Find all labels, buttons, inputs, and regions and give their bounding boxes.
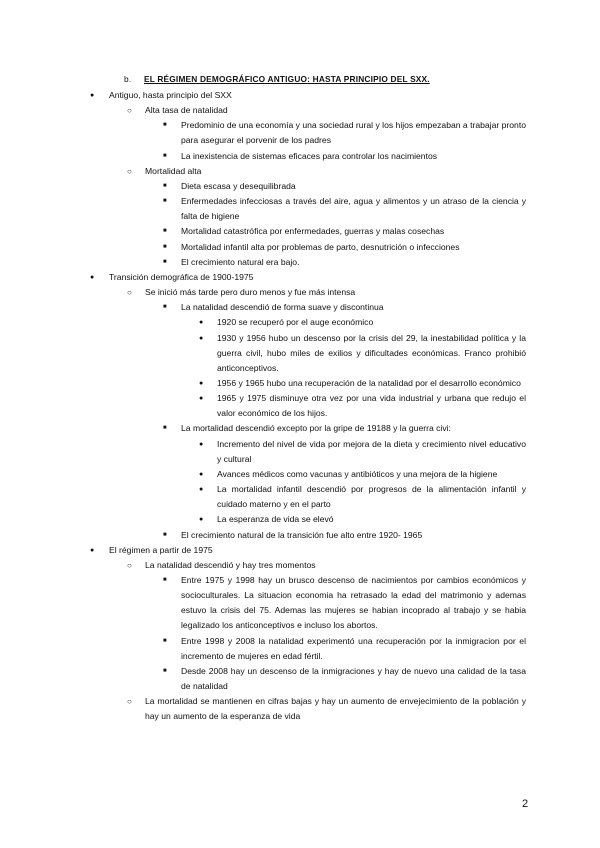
list-item-transicion-crecimiento xyxy=(163,528,526,543)
filled-circle-bullet-icon: ● xyxy=(90,273,95,281)
item-text: La mortalidad descendió excepto por la gripe de 19188 y la guerra civi: xyxy=(181,423,451,434)
item-text: Predominio de una economía y una sociedad rural y los hijos empezaban a trabajar pronto para asegurar el porvenir de los padres xyxy=(181,120,526,146)
list-item xyxy=(163,149,526,164)
list-item-transicion xyxy=(90,270,600,285)
list-item xyxy=(199,467,526,482)
list-item xyxy=(163,179,526,194)
item-text: Avances médicos como vacunas y antibióticos y una mejora de la higiene xyxy=(217,468,498,479)
item-text: Entre 1975 y 1998 hay un brusco descenso de nacimientos por cambios económicos y socioculturales. La situacion economia ha retrasado la edad del matrimonio y ademas estuvo la crisis del 75. Ademas las mujeres se habian incoprado al trabajo y se habia legalizado los anticonceptivos e incluso los abortos. xyxy=(181,575,526,631)
section-heading xyxy=(124,74,430,84)
list-item xyxy=(199,315,526,330)
item-text: La natalidad descendió y hay tres momentos xyxy=(145,559,316,570)
filled-circle-bullet-icon: ● xyxy=(90,92,95,99)
item-text: Enfermedades infecciosas a través del aire, agua y alimentos y un atraso de la ciencia y falta de higiene xyxy=(181,196,526,222)
list-item xyxy=(199,331,526,376)
item-text: Antiguo, hasta principio del SXX xyxy=(109,90,232,100)
item-text: 1920 se recuperó por el auge económico xyxy=(217,317,374,328)
filled-circle-bullet-icon: ● xyxy=(199,379,204,387)
item-text: Alta tasa de natalidad xyxy=(145,105,228,116)
item-text: 1956 y 1965 hubo una recuperación de la natalidad por el desarrollo económico xyxy=(217,377,521,388)
list-item xyxy=(199,376,526,391)
list-item xyxy=(199,512,526,527)
item-text: Desde 2008 hay un descenso de la inmigraciones y hay de nuevo una calidad de la tasa de natalidad xyxy=(181,665,526,692)
filled-circle-bullet-icon: ● xyxy=(199,395,204,403)
square-bullet-icon: ■ xyxy=(163,152,167,159)
item-text: 1965 y 1975 disminuye otra vez por una vida industrial y urbana que redujo el valor económico de los hijos. xyxy=(217,393,526,419)
square-bullet-icon: ■ xyxy=(163,122,167,129)
list-item xyxy=(199,482,526,512)
list-item xyxy=(163,255,526,270)
list-item-regimen-natalidad xyxy=(127,558,600,573)
heading-number: b. xyxy=(124,74,132,84)
filled-circle-bullet-icon: ● xyxy=(199,440,204,448)
item-text: Entre 1998 y 2008 la natalidad experimentó una recuperación por la inmigracion por el incremento de mujeres en edad fértil. xyxy=(181,635,526,661)
hollow-circle-bullet-icon: ○ xyxy=(127,166,132,176)
item-text: Dieta escasa y desequilibrada xyxy=(181,180,296,191)
item-text: La inexistencia de sistemas eficaces para controlar los nacimientos xyxy=(181,150,438,161)
item-text: La mortalidad se mantienen en cifras bajas y hay un aumento de envejecimiento de la población y hay un aumento de la esperanza de vida xyxy=(145,696,526,722)
item-text: El crecimiento natural era bajo. xyxy=(181,256,300,267)
page-number: 2 xyxy=(522,798,529,810)
item-text: La esperanza de vida se elevó xyxy=(217,514,334,525)
square-bullet-icon: ■ xyxy=(163,243,167,250)
square-bullet-icon: ■ xyxy=(163,637,167,644)
outline-list xyxy=(0,88,600,725)
list-item xyxy=(163,634,526,664)
square-bullet-icon: ■ xyxy=(163,531,167,538)
list-item-regimen xyxy=(90,543,600,558)
filled-circle-bullet-icon: ● xyxy=(199,470,204,478)
list-item-regimen-mortalidad xyxy=(127,694,526,724)
list-item xyxy=(199,391,526,421)
item-text: El crecimiento natural de la transición fue alto entre 1920- 1965 xyxy=(181,529,423,540)
filled-circle-bullet-icon: ● xyxy=(199,334,204,342)
outline-content xyxy=(0,88,600,725)
list-item xyxy=(163,664,526,694)
list-item-transicion-inicio xyxy=(127,285,600,300)
list-item-antiguo-mortalidad xyxy=(127,164,600,179)
square-bullet-icon: ■ xyxy=(163,425,167,432)
item-text: Mortalidad infantil alta por problemas de parto, desnutrición o infecciones xyxy=(181,241,460,252)
filled-circle-bullet-icon: ● xyxy=(199,516,204,524)
item-text: La mortalidad infantil descendió por progresos de la alimentación infantil y cuidado materno y en el parto xyxy=(217,484,526,510)
filled-circle-bullet-icon: ● xyxy=(199,486,204,494)
heading-title: EL RÉGIMEN DEMOGRÁFICO ANTIGUO: HASTA PRINCIPIO DEL SXX. xyxy=(144,74,430,84)
hollow-circle-bullet-icon: ○ xyxy=(127,560,132,570)
item-text: La natalidad descendió de forma suave y discontinua xyxy=(181,302,384,313)
hollow-circle-bullet-icon: ○ xyxy=(127,288,132,298)
list-item-transicion-natalidad xyxy=(163,300,526,315)
list-item-antiguo-natalidad xyxy=(127,103,600,118)
item-text: Incremento del nivel de vida por mejora de la dieta y crecimiento nivel educativo y cultural xyxy=(217,438,526,464)
item-text: 1930 y 1956 hubo un descenso por la crisis del 29, la inestabilidad política y la guerra civil, hubo miles de exilios y dificultades económicas. Franco prohibió anticonceptivos. xyxy=(217,332,526,373)
square-bullet-icon: ■ xyxy=(163,228,167,235)
filled-circle-bullet-icon: ● xyxy=(90,546,95,554)
list-item xyxy=(163,240,526,255)
hollow-circle-bullet-icon: ○ xyxy=(127,106,132,116)
square-bullet-icon: ■ xyxy=(163,577,167,583)
square-bullet-icon: ■ xyxy=(163,258,167,265)
item-text: Mortalidad catastrófica por enfermedades, guerras y malas cosechas xyxy=(181,226,445,237)
list-item xyxy=(163,224,526,239)
list-item xyxy=(199,437,526,467)
list-item-antiguo xyxy=(90,88,600,103)
list-item-transicion-mortalidad xyxy=(163,421,526,436)
filled-circle-bullet-icon: ● xyxy=(199,319,204,327)
hollow-circle-bullet-icon: ○ xyxy=(127,697,132,707)
square-bullet-icon: ■ xyxy=(163,198,167,205)
square-bullet-icon: ■ xyxy=(163,304,167,311)
list-item xyxy=(163,573,526,634)
list-item xyxy=(163,118,526,148)
item-text: Se inició más tarde pero duro menos y fue más intensa xyxy=(145,287,356,298)
item-text: El régimen a partir de 1975 xyxy=(109,544,213,555)
item-text: Transición demográfica de 1900-1975 xyxy=(109,271,254,282)
square-bullet-icon: ■ xyxy=(163,182,167,189)
square-bullet-icon: ■ xyxy=(163,667,167,674)
item-text: Mortalidad alta xyxy=(145,165,202,176)
list-item xyxy=(163,194,526,224)
